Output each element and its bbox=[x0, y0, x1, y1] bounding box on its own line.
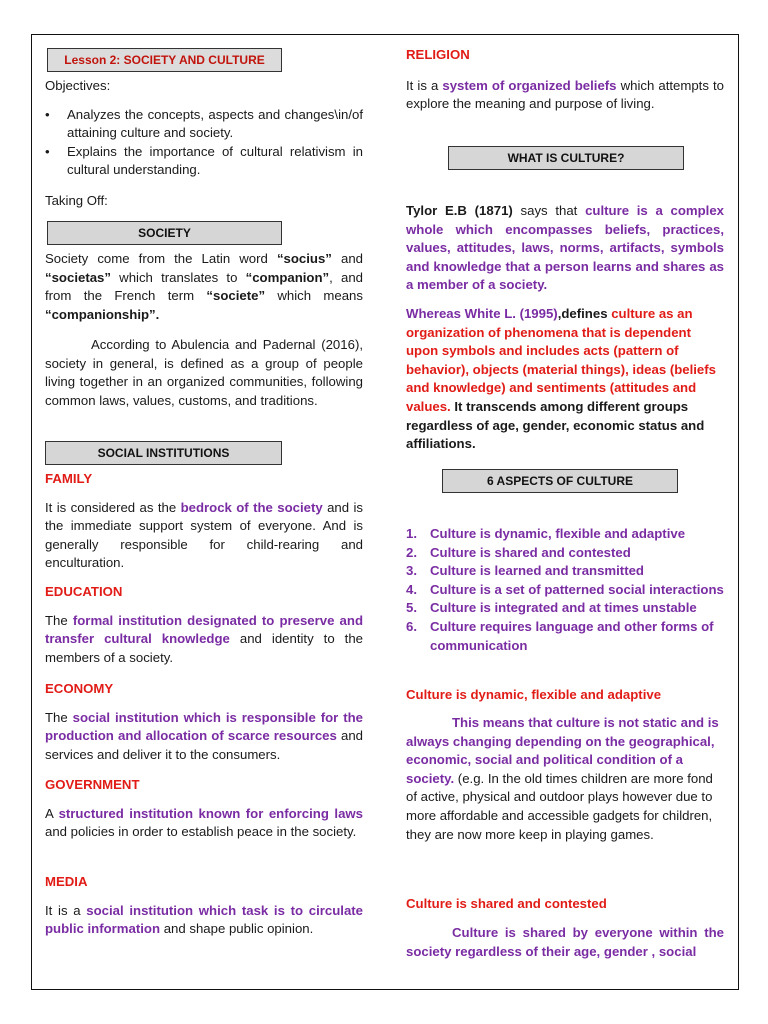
aspect-text: Culture requires language and other forms of communication bbox=[430, 618, 714, 653]
highlight-text: social institution which task is to circulate public information bbox=[45, 902, 364, 937]
lesson-title: Lesson 2: SOCIETY AND CULTURE bbox=[64, 52, 265, 67]
objectives-section bbox=[45, 77, 363, 180]
aspect-text: Culture is a set of patterned social interactions bbox=[430, 581, 724, 597]
social-institutions-box bbox=[45, 441, 282, 465]
religion-heading: RELIGION bbox=[406, 47, 470, 62]
religion-text bbox=[406, 77, 724, 114]
text-run: ,defines bbox=[557, 306, 612, 321]
education-heading: EDUCATION bbox=[45, 584, 123, 599]
religion-section bbox=[406, 46, 724, 114]
aspect-item: 5. Culture is integrated and at times unstable bbox=[406, 600, 697, 616]
highlight-text: This means that culture is not static and is always changing depending on the geographical, economic, social and political condition of a society. bbox=[406, 715, 719, 786]
aspect-text: Culture is shared and contested bbox=[430, 544, 631, 560]
society-definition: According to Abulencia and Padernal (2016), society in general, is defined as a group of people living together in an organized communities, following common laws, values, customs, and traditions. bbox=[45, 337, 363, 408]
aspects-box bbox=[442, 469, 678, 493]
dynamic-heading: Culture is dynamic, flexible and adaptive bbox=[406, 687, 662, 702]
highlight-text: formal institution designated to preserve and transfer cultural knowledge bbox=[45, 612, 364, 647]
text-run: and bbox=[331, 251, 363, 266]
aspect-text: Culture is learned and transmitted bbox=[430, 563, 644, 579]
term-socius: “socius” bbox=[276, 251, 332, 266]
text-run: which means bbox=[265, 288, 363, 304]
tylor-definition bbox=[406, 202, 724, 295]
text-run: It transcends among different groups regardless of age, gender, economic status and affiliations. bbox=[406, 398, 705, 452]
education-text bbox=[45, 612, 363, 668]
text-run: It is considered as the bbox=[45, 499, 181, 515]
text-run: and services and deliver it to the consumers. bbox=[45, 728, 364, 762]
society-heading: SOCIETY bbox=[138, 225, 191, 240]
shared-heading: Culture is shared and contested bbox=[406, 896, 607, 911]
text-run: and policies in order to establish peace in the society. bbox=[45, 824, 357, 840]
highlight-text: whole which encompasses beliefs, practices, values, attitudes, laws, norms, artifacts, symbols and knowledge that a person learns and shares as a member of a society. bbox=[406, 221, 724, 293]
text-run: says that bbox=[512, 203, 586, 218]
text-run: which attempts to explore the meaning and purpose of living. bbox=[406, 77, 725, 112]
economy-section bbox=[45, 680, 363, 764]
society-box bbox=[47, 221, 282, 245]
aspect-item: 1. Culture is dynamic, flexible and adaptive bbox=[406, 526, 686, 541]
society-paragraph bbox=[45, 250, 363, 324]
government-section bbox=[45, 776, 363, 842]
aspect-item: 6. Culture requires language and other forms of communication bbox=[406, 618, 714, 653]
media-text bbox=[45, 902, 363, 939]
government-text bbox=[45, 805, 363, 842]
highlight-text: bedrock of the society bbox=[180, 499, 323, 515]
text-run: Society come from the Latin word bbox=[45, 251, 277, 266]
aspects-heading: 6 ASPECTS OF CULTURE bbox=[486, 473, 633, 488]
aspect-item: 2. Culture is shared and contested bbox=[406, 544, 631, 560]
family-section bbox=[45, 470, 363, 573]
text-run: , and from the French term bbox=[45, 269, 363, 304]
objective-item: • Analyzes the concepts, aspects and changes\in/of attaining culture and society. bbox=[67, 106, 363, 143]
highlight-text: system of organized beliefs bbox=[442, 77, 617, 93]
media-heading: MEDIA bbox=[45, 874, 88, 889]
term-societas: “societas” bbox=[45, 269, 111, 285]
what-is-culture-box bbox=[448, 146, 684, 170]
term-societe: “societe” bbox=[206, 288, 266, 304]
highlight-text: structured institution known for enforcing laws bbox=[58, 805, 364, 821]
shared-text: Culture is shared by everyone within the society regardless of their age, gender , social bbox=[406, 925, 724, 959]
aspect-text: Culture is dynamic, flexible and adaptive bbox=[430, 526, 686, 541]
highlight-text: culture as an organization of phenomena that is dependent upon symbols and includes acts (pattern of behavior), objects (material things), ideas (beliefs and knowledge) and sentiments (attitudes and values. bbox=[406, 306, 716, 414]
objective-item: • Explains the importance of cultural relativism in cultural understanding. bbox=[67, 143, 363, 180]
media-section bbox=[45, 873, 363, 939]
aspect-item: 3. Culture is learned and transmitted bbox=[406, 563, 644, 579]
social-institutions-heading: SOCIAL INSTITUTIONS bbox=[97, 445, 230, 460]
author-white: Whereas White L. (1995) bbox=[406, 306, 558, 321]
text-run: It is a bbox=[406, 77, 443, 93]
text-run: (e.g. In the old times children are more fond of active, physical and outdoor plays however due to more affordable and accessible gadgets for children, they are now more keep in playing games. bbox=[406, 770, 713, 842]
white-definition bbox=[406, 305, 724, 454]
what-is-culture-heading: WHAT IS CULTURE? bbox=[507, 150, 625, 165]
term-companionship: “companionship”. bbox=[45, 306, 160, 322]
aspects-list bbox=[406, 525, 724, 655]
text-run: and identity to the members of a society. bbox=[45, 631, 363, 665]
text-run: It is a bbox=[45, 902, 87, 918]
education-section bbox=[45, 583, 363, 667]
dynamic-text bbox=[406, 714, 724, 844]
text-run: which translates to bbox=[110, 269, 246, 285]
text-run: The bbox=[45, 709, 73, 725]
government-heading: GOVERNMENT bbox=[45, 777, 140, 792]
text-run: A bbox=[45, 805, 59, 821]
term-companion: “companion” bbox=[245, 269, 330, 285]
family-heading: FAMILY bbox=[45, 471, 93, 486]
objectives-label: Objectives: bbox=[45, 78, 111, 93]
economy-heading: ECONOMY bbox=[45, 681, 114, 696]
economy-text bbox=[45, 709, 363, 765]
family-text bbox=[45, 499, 363, 573]
highlight-text: social institution which is responsible for the production and allocation of scarce resources bbox=[45, 709, 363, 744]
text-run: and is the immediate support system of everyone. And is generally responsible for child-rearing and enculturation. bbox=[45, 499, 363, 571]
highlight-text: culture is a complex bbox=[585, 203, 725, 218]
author-tylor: Tylor E.B (1871) bbox=[406, 203, 513, 218]
lesson-title-box bbox=[47, 48, 282, 72]
aspect-item: 4. Culture is a set of patterned social interactions bbox=[406, 581, 724, 597]
aspect-text: Culture is integrated and at times unstable bbox=[430, 600, 697, 616]
text-run: and shape public opinion. bbox=[160, 921, 314, 937]
taking-off-label: Taking Off: bbox=[45, 193, 108, 208]
text-run: The bbox=[45, 612, 73, 628]
objectives-list bbox=[45, 106, 363, 180]
